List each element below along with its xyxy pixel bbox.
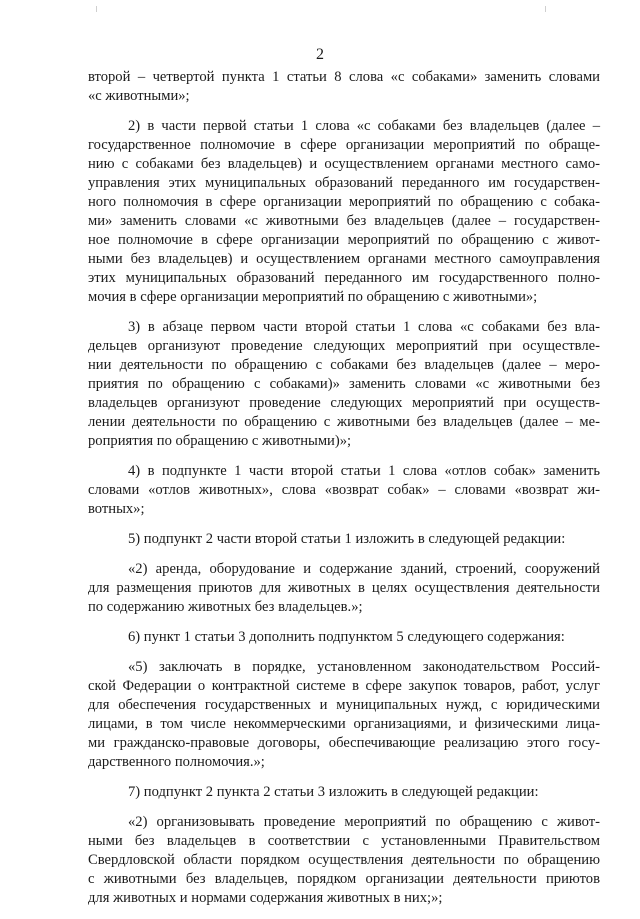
text-line: этих муниципальных образований переданного им государственного полно- bbox=[88, 270, 600, 286]
page-number: 2 bbox=[316, 46, 324, 63]
text-line: Свердловской области порядком осуществления деятельности по обращению bbox=[88, 852, 600, 868]
text-line: ми» заменить словами «с животными без владельцев (далее – государствен- bbox=[88, 213, 600, 229]
text-line: 3) в абзаце первом части второй статьи 1 слова «с собаками без вла- bbox=[128, 319, 600, 335]
text-line: «2) организовывать проведение мероприятий по обращению с живот- bbox=[128, 814, 600, 830]
text-line: 6) пункт 1 статьи 3 дополнить подпунктом 5 следующего содержания: bbox=[128, 629, 565, 645]
text-line: мочия в сфере организации мероприятий по обращению с животными»; bbox=[88, 289, 538, 305]
text-line: ное полномочие в сфере организации мероприятий по обращению с живот- bbox=[88, 232, 600, 248]
paragraph bbox=[88, 462, 600, 519]
paragraph bbox=[88, 318, 600, 451]
text-line: управления этих муниципальных образований переданного им государствен- bbox=[88, 175, 600, 191]
text-line: ными без владельцев) и осуществлением органами местного самоуправления bbox=[88, 251, 600, 267]
text-line: для размещения приютов для животных в целях осуществления деятельности bbox=[88, 580, 600, 596]
paragraph bbox=[88, 628, 600, 647]
text-line: владельцев организуют проведение следующих мероприятий при осуществ- bbox=[88, 395, 600, 411]
text-line: 7) подпункт 2 пункта 2 статьи 3 изложить в следующей редакции: bbox=[128, 784, 539, 800]
text-line: для животных и нормами содержания животных в них;»; bbox=[88, 890, 443, 906]
text-line: государственное полномочие в сфере организации мероприятий по обраще- bbox=[88, 137, 600, 153]
text-line: роприятия по обращению с животными)»; bbox=[88, 433, 352, 449]
text-line: ного полномочия в сфере организации мероприятий по обращению с собака- bbox=[88, 194, 600, 210]
scan-mark bbox=[545, 6, 546, 12]
text-line: «с животными»; bbox=[88, 88, 190, 104]
text-line: второй – четвертой пункта 1 статьи 8 слова «с собаками» заменить словами bbox=[88, 69, 600, 85]
text-line: нии деятельности по обращению с собаками без владельцев (далее – меро- bbox=[88, 357, 600, 373]
text-line: лицами, в том числе некоммерческими организациями, и физическими лица- bbox=[88, 716, 600, 732]
text-line: дельцев организуют проведение следующих мероприятий при осуществле- bbox=[88, 338, 600, 354]
text-line: ми гражданско-правовые договоры, обеспечивающие реализацию этого госу- bbox=[88, 735, 600, 751]
text-line: «5) заключать в порядке, установленном законодательством Россий- bbox=[128, 659, 600, 675]
paragraph bbox=[88, 530, 600, 549]
text-line: ской Федерации о контрактной системе в сфере закупок товаров, работ, услуг bbox=[88, 678, 600, 694]
text-line: лении деятельности по обращению с животными без владельцев (далее – ме- bbox=[88, 414, 600, 430]
text-line: 5) подпункт 2 части второй статьи 1 изложить в следующей редакции: bbox=[128, 531, 566, 547]
text-line: по содержанию животных без владельцев.»; bbox=[88, 599, 363, 615]
scan-mark bbox=[96, 6, 97, 12]
paragraph bbox=[88, 560, 600, 617]
text-line: с животными без владельцев, порядком организации деятельности приютов bbox=[88, 871, 600, 887]
text-line: словами «отлов животных», слова «возврат собак» – словами «возврат жи- bbox=[88, 482, 600, 498]
text-line: нию с собаками без владельцев) и осуществлением органами местного само- bbox=[88, 156, 600, 172]
paragraph bbox=[88, 783, 600, 802]
text-line: 4) в подпункте 1 части второй статьи 1 слова «отлов собак» заменить bbox=[128, 463, 600, 479]
text-line: «2) аренда, оборудование и содержание зданий, строений, сооружений bbox=[128, 561, 600, 577]
text-line: ными без владельцев в соответствии с установленными Правительством bbox=[88, 833, 600, 849]
text-line: для обеспечения государственных и муниципальных нужд, с юридическими bbox=[88, 697, 600, 713]
paragraph bbox=[88, 658, 600, 772]
document-body bbox=[88, 68, 600, 919]
text-line: дарственного полномочия.»; bbox=[88, 754, 265, 770]
paragraph bbox=[88, 117, 600, 307]
paragraph bbox=[88, 813, 600, 908]
text-line: 2) в части первой статьи 1 слова «с собаками без владельцев (далее – bbox=[128, 118, 600, 134]
paragraph bbox=[88, 68, 600, 106]
text-line: вотных»; bbox=[88, 501, 145, 517]
text-line: приятия по обращению с собаками)» заменить словами «с животными без bbox=[88, 376, 600, 392]
